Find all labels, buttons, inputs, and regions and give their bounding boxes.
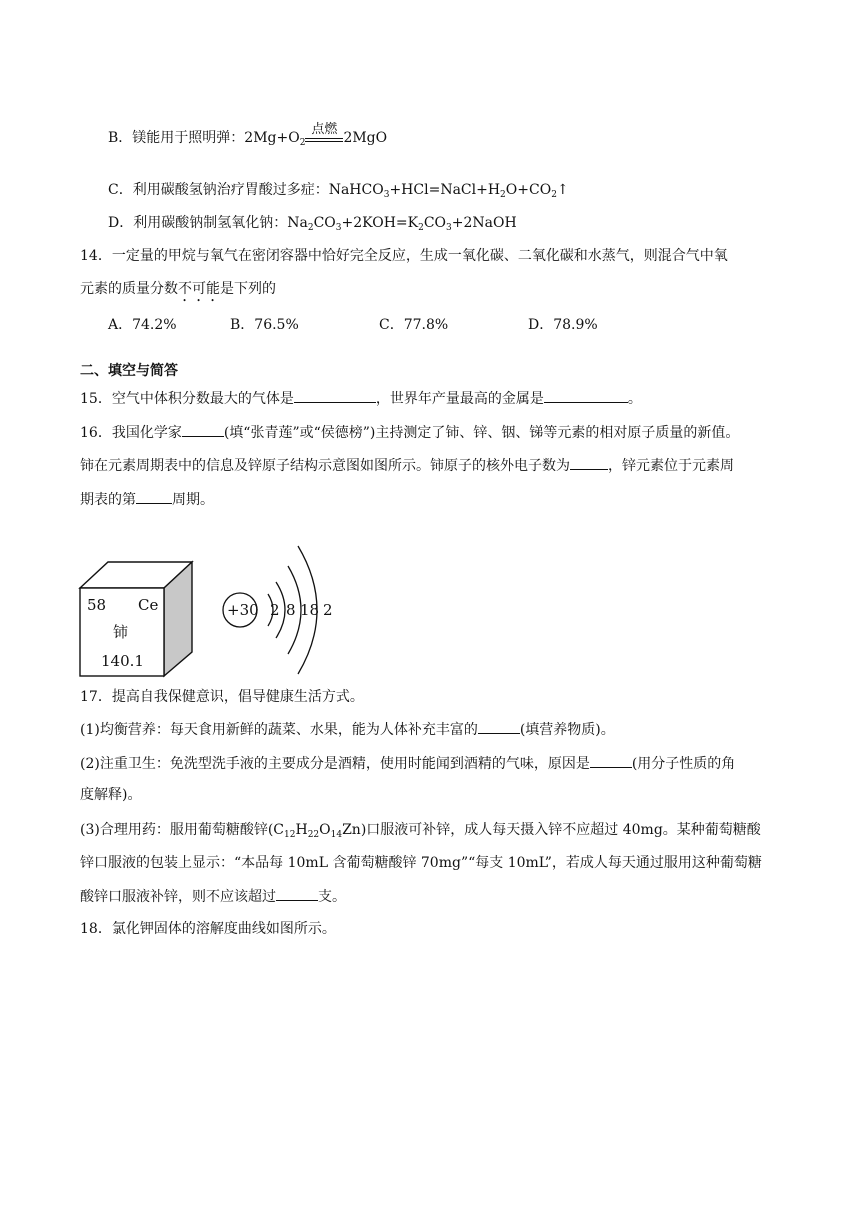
element-atomic-mass: 140.1	[101, 652, 144, 670]
q13-option-d: D．利用碳酸钠制氢氧化钠：$Na_2CO_3+2KOH=K_2CO_3+2NaOH$	[108, 215, 517, 233]
q14-option-b: B．76.5%	[230, 317, 299, 333]
q17-stem: 17．提高自我保健意识，倡导健康生活方式。	[80, 689, 364, 705]
q16-line3: 期表的第 周期。	[80, 489, 214, 510]
reaction-condition: 点燃	[305, 136, 343, 142]
q14-option-d: D．78.9%	[528, 317, 598, 333]
q15: 15．空气中体积分数最大的气体是 ，世界年产量最高的金属是 。	[80, 388, 642, 409]
answer-blank[interactable]	[136, 489, 172, 504]
q17-part1: (1)均衡营养：每天食用新鲜的蔬菜、水果，能为人体补充丰富的 (填营养物质)。	[80, 719, 615, 740]
q14-option-a: A．74.2%	[108, 317, 177, 333]
answer-blank[interactable]	[590, 753, 632, 768]
atom-shell-3: 18	[300, 601, 320, 619]
element-name: 铈	[113, 623, 129, 641]
q17-part2-line2: 度解释)。	[80, 787, 142, 803]
element-atomic-number: 58	[87, 596, 107, 614]
q17-part3-line2: 锌口服液的包装上显示：“本品每 10mL 含葡萄糖酸锌 70mg”“每支 10mL”，若成人每天通过服用这种葡萄糖	[80, 855, 762, 871]
q17-part3-line1: (3)合理用药：服用葡萄糖酸锌$(C_{12}H_{22}O_{14}Zn)$口服液可补锌，成人每天摄入锌不应超过 40mg。某种葡萄糖酸	[80, 822, 761, 840]
emphasis-text: 不可能	[178, 281, 220, 297]
q17-part3-line3: 酸锌口服液补锌，则不应该超过 支。	[80, 886, 346, 907]
atom-nucleus-charge: +30	[227, 601, 259, 619]
q16-line1: 16．我国化学家 (填“张青莲”或“侯德榜”)主持测定了铈、锌、铟、锑等元素的相对原子质量的新值。	[80, 422, 739, 443]
q18-stem: 18．氯化钾固体的溶解度曲线如图所示。	[80, 921, 336, 937]
q14-option-c: C．77.8%	[379, 317, 449, 333]
q16-line2: 铈在元素周期表中的信息及锌原子结构示意图如图所示。铈原子的核外电子数为 ，锌元素位于元素周	[80, 455, 734, 476]
answer-blank[interactable]	[478, 719, 520, 734]
answer-blank[interactable]	[276, 886, 318, 901]
atom-shell-2: 8	[286, 601, 296, 619]
answer-blank[interactable]	[182, 422, 224, 437]
atom-shell-4: 2	[323, 601, 333, 619]
q17-part2-line1: (2)注重卫生：免洗型洗手液的主要成分是酒精，使用时能闻到酒精的气味，原因是 (用分子性质的角	[80, 753, 735, 774]
atom-shell-1: 2	[270, 601, 280, 619]
answer-blank[interactable]	[294, 388, 376, 403]
element-symbol: Ce	[138, 596, 159, 614]
q13-option-b: B．镁能用于照明弹：$2Mg+O_2$ 点燃 2MgO	[108, 122, 388, 148]
q14-stem-line1: 14．一定量的甲烷与氧气在密闭容器中恰好完全反应，生成一氧化碳、二氧化碳和水蒸气，则混合气中氧	[80, 248, 728, 264]
section-title: 二、填空与简答	[80, 363, 178, 379]
q13-option-c: C．利用碳酸氢钠治疗胃酸过多症：$NaHCO_3+HCl=NaCl+H_2O+CO_2↑$	[108, 182, 569, 200]
answer-blank[interactable]	[544, 388, 628, 403]
q14-stem-line2: 元素的质量分数不可能是下列的	[80, 281, 276, 297]
answer-blank[interactable]	[570, 455, 608, 470]
